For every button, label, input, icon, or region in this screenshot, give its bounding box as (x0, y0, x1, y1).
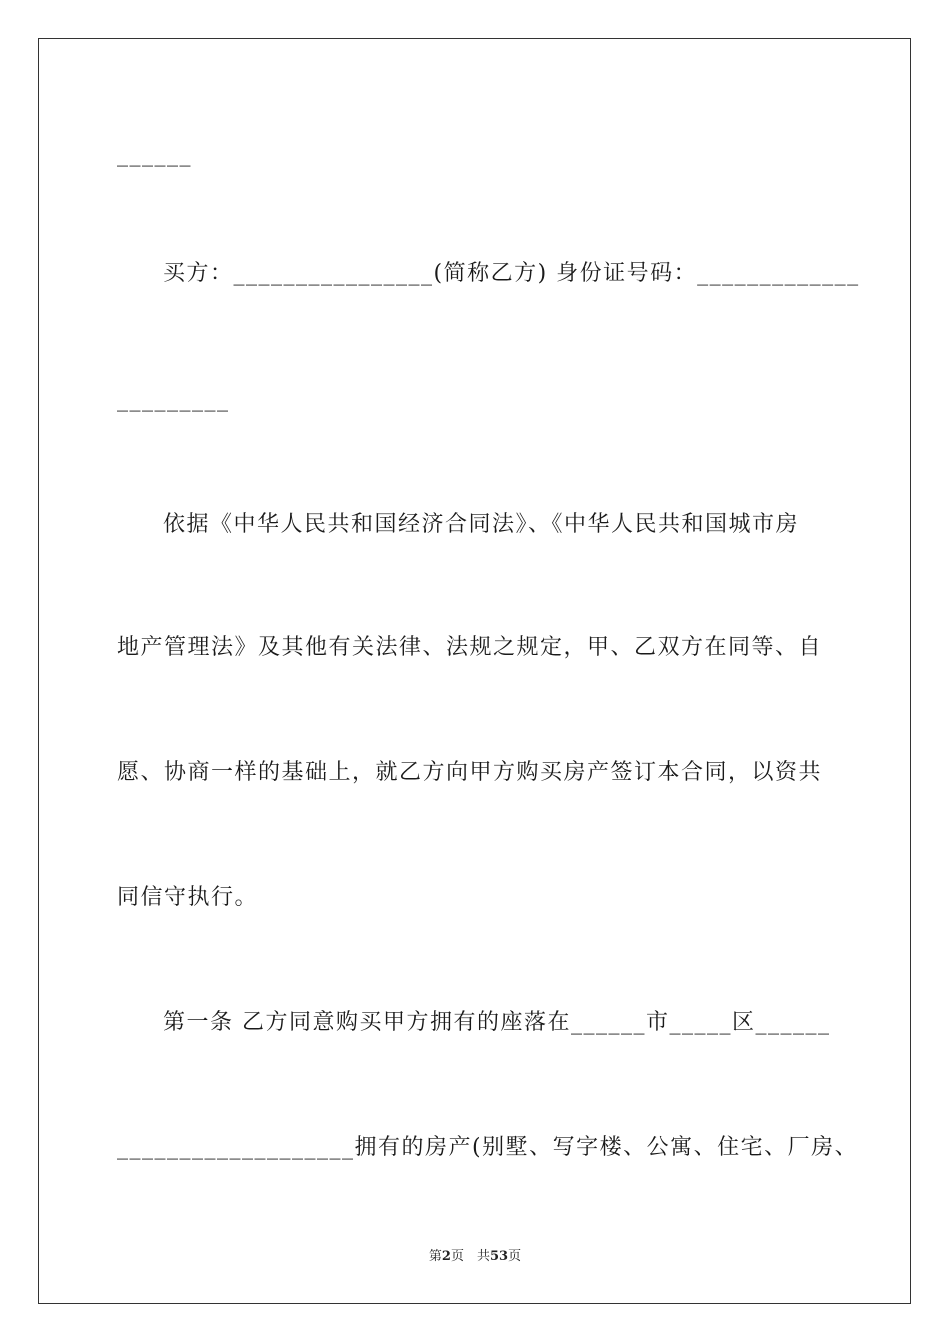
text-line-6: 愿、协商一样的基础上，就乙方向甲方购买房产签订本合同，以资共 (117, 760, 823, 785)
footer-prefix: 第 (428, 1249, 442, 1264)
text-line-4: 依据《中华人民共和国经济合同法》、《中华人民共和国城市房 (163, 512, 800, 537)
text-line-5: 地产管理法》及其他有关法律、法规之规定，甲、乙双方在同等、自 (117, 635, 823, 660)
text-line-7: 同信守执行。 (117, 885, 259, 910)
text-line-3: _________ (117, 387, 230, 412)
text-line-8: 第一条 乙方同意购买甲方拥有的座落在______市_____区______ (163, 1010, 831, 1035)
footer-total-pages: 53 (489, 1249, 509, 1264)
footer-current-page: 2 (441, 1249, 451, 1264)
footer-mid: 页 共 (450, 1249, 490, 1264)
text-line-1: ______ (117, 142, 192, 167)
page-border (38, 38, 911, 1304)
text-line-2: 买方：________________(简称乙方) 身份证号码：_____________ (163, 261, 860, 286)
page-footer (0, 1248, 950, 1266)
footer-suffix: 页 (508, 1249, 522, 1264)
text-line-9: ___________________拥有的房产(别墅、写字楼、公寓、住宅、厂房、 (117, 1135, 859, 1160)
